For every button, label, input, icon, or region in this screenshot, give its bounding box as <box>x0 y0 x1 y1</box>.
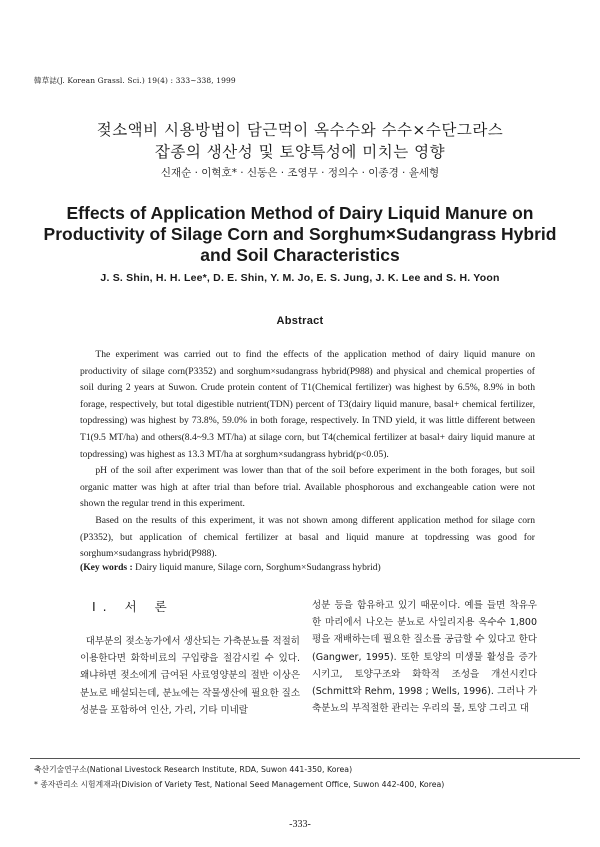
english-authors: J. S. Shin, H. H. Lee*, D. E. Shin, Y. M. Jo, E. S. Jung, J. K. Lee and S. H. Yoon <box>100 272 500 284</box>
korean-title-line-2: 잡종의 생산성 및 토양특성에 미치는 영향 <box>154 143 446 161</box>
abstract-paragraph-3: Based on the results of this experiment, it was not shown among different application method for silage corn (P3352), but application of chemical fertilizer at basal and liquid manure at topdressing was good for sorghum×sudangrass hybrid(P988). <box>80 514 535 560</box>
footnote-affiliation-2: * 종자관리소 시험계재과(Division of Variety Test, National Seed Management Office, Suwon 442-400, Korea) <box>34 780 445 789</box>
korean-title-line-1: 젖소액비 시용방법이 담근먹이 옥수수와 수수×수단그라스 <box>96 121 504 139</box>
keywords-text: Dairy liquid manure, Silage corn, Sorghum×Sudangrass hybrid) <box>135 562 381 573</box>
english-title-line-1: Effects of Application Method of Dairy Liquid Manure on <box>66 203 534 223</box>
footnote-affiliation-1: 축산기술연구소(National Livestock Research Institute, RDA, Suwon 441-350, Korea) <box>34 765 353 774</box>
body-column-left <box>80 597 300 719</box>
abstract-body <box>80 347 535 563</box>
keywords <box>80 562 550 573</box>
page-number: -333- <box>289 819 311 830</box>
journal-citation: 韓草誌(J. Korean Grassl. Sci.) 19(4) : 333~338, 1999 <box>34 76 236 85</box>
intro-paragraph-right: 성분 등을 함유하고 있기 때문이다. 예를 들면 착유우 한 마리에서 나오는 분뇨로 사일리지용 옥수수 1,800평을 재배하는데 필요한 질소를 공급할 수 있다고 한다(Gangwer, 1995). 또한 토양의 미생물 활성을 증가시키고, 토양구조와 화학적 조성을 개선시킨다(Schmitt와 Rehm, 1998 ; Wells, 1996). 그러나 가축분뇨의 부적절한 관리는 우리의 물, 토양 그리고 대 <box>312 600 537 715</box>
footnote-divider <box>30 758 580 759</box>
english-title-line-3: and Soil Characteristics <box>200 245 400 265</box>
body-column-right <box>312 597 537 717</box>
abstract-heading: Abstract <box>276 315 324 327</box>
abstract-paragraph-1: The experiment was carried out to find the effects of the application method of dairy liquid manure on productivity of silage corn(P3352) and sorghum×sudangrass hybrid(P988) and physical and chemical properties of soil during 2 years at Suwon. Crude protein content of T1(Chemical fertilizer) was highest by 6.5%, 8.9% in both forage, respectively, but total digestible nutrient(TDN) percent of T3(dairy liquid manure, basal+ chemical fertilizer, topdressing) was highest by 73.8%, 59.0% in both forage, respectively. In TND yield, it was little different between T1(9.5 MT/ha) and others(8.4~9.3 MT/ha) at silage corn, but T4(chemical fertilizer at basal+ dairy liquid manure at topdressing) was highest as 13.3 MT/ha at sorghum×sudangrass hybrid(p<0.05). <box>80 349 535 460</box>
intro-paragraph-left: 대부분의 젖소농가에서 생산되는 가축분뇨를 적절히 이용한다면 화학비료의 구입량을 절감시킬 수 있다. 왜냐하면 젖소에게 급여된 사료영양분의 절반 이상은 분뇨로 배설되는데, 분뇨에는 작물생산에 필요한 질소 성분을 포함하여 인산, 가리, 기타 미네랄 <box>80 636 301 716</box>
section-heading-introduction: I. 서 론 <box>92 599 174 614</box>
abstract-paragraph-2: pH of the soil after experiment was lower than that of the soil before experiment in the both forages, but soil organic matter was high at after trial than before trial. Available phosphorous and exchangeable cation were not shown the regular trend in this experiment. <box>80 465 535 510</box>
english-title-line-2: Productivity of Silage Corn and Sorghum×Sudangrass Hybrid <box>43 224 557 244</box>
keywords-label: (Key words : <box>80 562 136 573</box>
korean-authors: 신재순 · 이혁호* · 신동은 · 조영무 · 정의수 · 이종경 · 윤세형 <box>160 167 440 179</box>
